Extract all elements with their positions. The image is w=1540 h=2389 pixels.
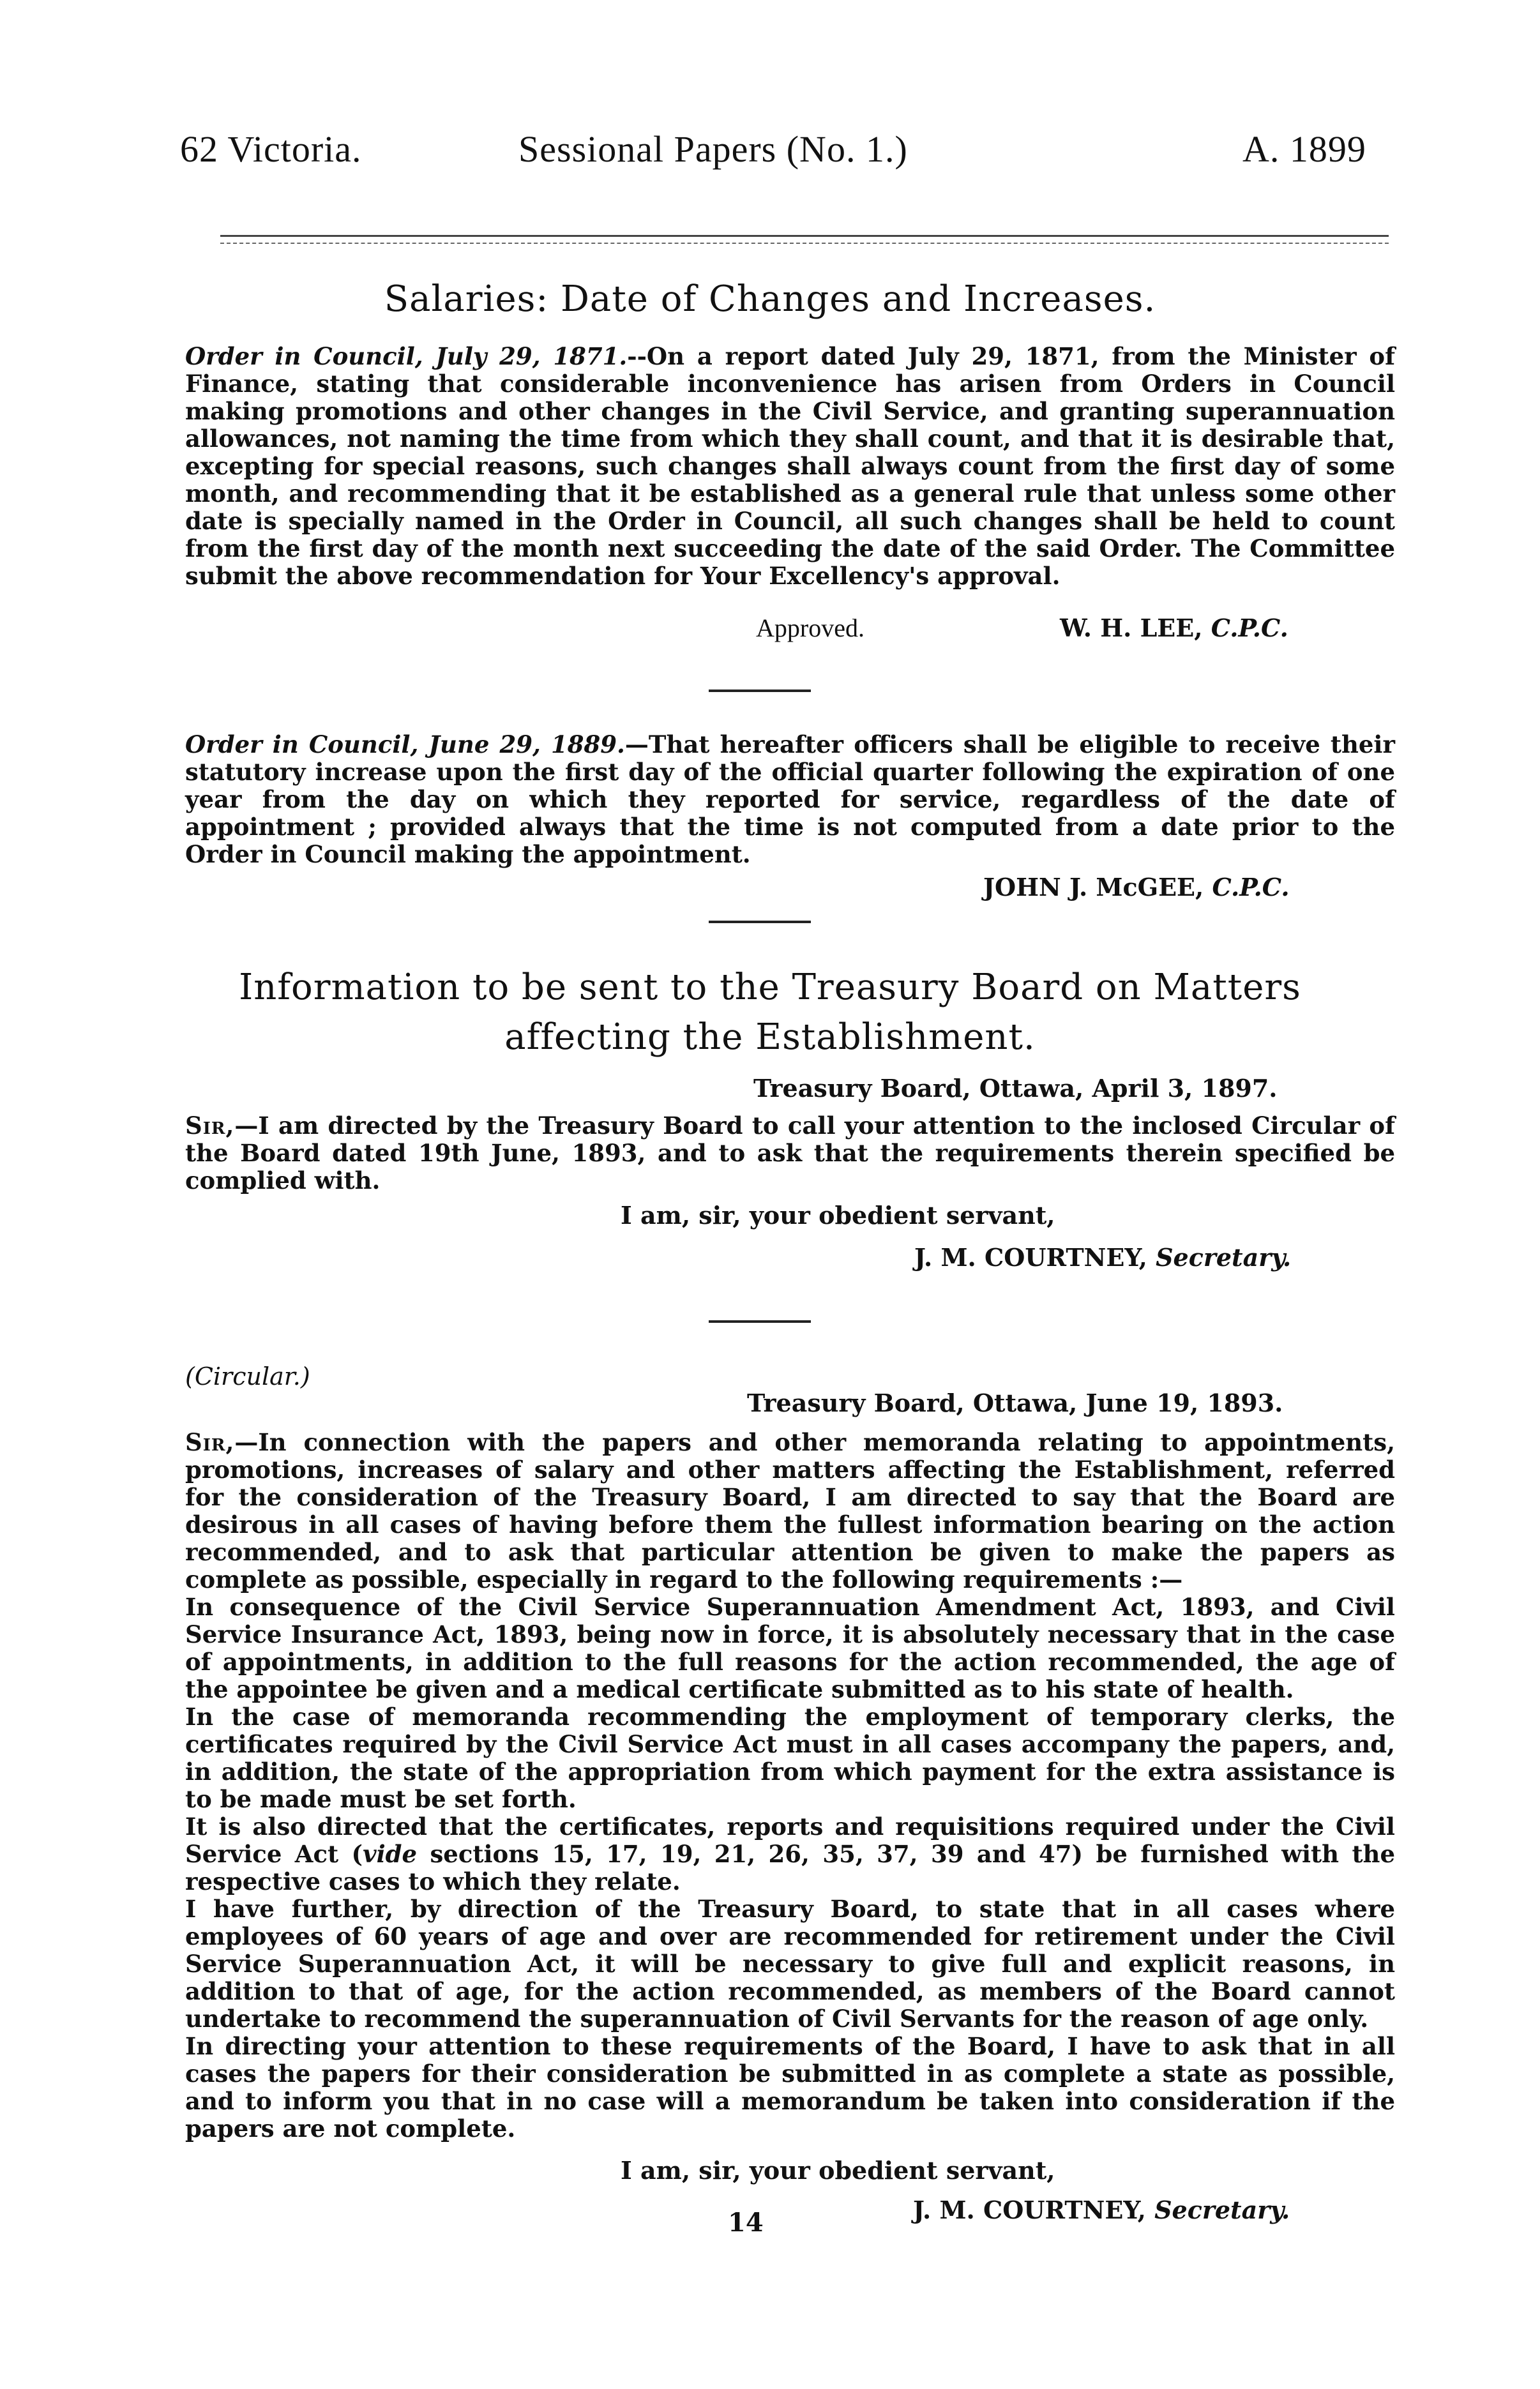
order-in-council-1871 — [185, 343, 1395, 590]
signature-courtney-2: J. M. COURTNEY, Secretary. — [913, 2196, 1290, 2224]
signature-lee: W. H. LEE, C.P.C. — [1060, 614, 1288, 642]
separator-rule — [709, 1320, 811, 1323]
letter1-dateline: Treasury Board, Ottawa, April 3, 1897. — [753, 1074, 1278, 1103]
letter2-dateline: Treasury Board, Ottawa, June 19, 1893. — [747, 1389, 1283, 1417]
signature-courtney-1: J. M. COURTNEY, Secretary. — [914, 1243, 1292, 1272]
order-1871-body: --On a report dated July 29, 1871, from the Minister of Finance, stating that considerable inconvenience has arisen from Orders in Council making promotions and other changes in the Civil Service, and granting superannuation allowances, not naming the time from which they shall count, and that it is desirable that, excepting for special reasons, such changes shall always count from the first day of some month, and recommending that it be established as a general rule that unless some other date is specially named in the Order in Council, all such changes shall be held to count from the first day of the month next succeeding the date of the said Order. The Committee submit the above recommendation for Your Excellency's approval. — [185, 342, 1395, 590]
approved-label: Approved. — [756, 614, 864, 642]
order-1889-body: —That hereafter officers shall be eligible to receive their statutory increase upon the first day of the official quarter following the expiration of one year from the day on which they reported for service, regardless of the date of appointment ; provided always that the time is not computed from a date prior to the Order in Council making the appointment. — [185, 730, 1395, 868]
letter2-paragraph: In consequence of the Civil Service Superannuation Amendment Act, 1893, and Civil Service Insurance Act, 1893, being now in force, it is absolutely necessary that in the case of appointments, in addition to the full reasons for the action recommended, the age of the appointee be given and a medical certificate submitted as to his state of health. — [185, 1593, 1395, 1703]
circular-tag: (Circular.) — [185, 1362, 310, 1390]
header-year: A. 1899 — [1242, 128, 1366, 170]
letter2-paragraph: I have further, by direction of the Treasury Board, to state that in all cases where employees of 60 years of age and over are recommended for retirement under the Civil Service Superannuation Act, it will be necessary to give full and explicit reasons, in addition to that of age, for the action recommended, as members of the Board cannot undertake to recommend the superannuation of Civil Servants for the reason of age only. — [185, 1895, 1395, 2033]
letter2-paragraph: It is also directed that the certificates, reports and requisitions required under the Civil Service Act (vide sections 15, 17, 19, 21, 26, 35, 37, 39 and 47) be furnished with the respective cases to which they relate. — [185, 1812, 1395, 1895]
letter1-body: Sir,—I am directed by the Treasury Board to call your attention to the inclosed Circular of the Board dated 19th June, 1893, and to ask that the requirements therein specified be complied with. — [185, 1112, 1395, 1194]
letter1-closing: I am, sir, your obedient servant, — [621, 1201, 1055, 1230]
separator-rule — [709, 690, 811, 692]
order-1871-lead: Order in Council, July 29, 1871. — [185, 342, 628, 370]
header-series: Sessional Papers (No. 1.) — [518, 128, 908, 170]
letter2-paragraph: In directing your attention to these requirements of the Board, I have to ask that in all cases the papers for their consideration be submitted in as complete a state as possible, and to inform you that in no case will a memorandum be taken into consideration if the papers are not complete. — [185, 2032, 1395, 2143]
order-in-council-1889 — [185, 731, 1395, 868]
header-volume: 62 Victoria. — [180, 128, 362, 170]
separator-rule — [709, 921, 811, 923]
page-number: 14 — [728, 2208, 764, 2238]
header-rule — [220, 235, 1389, 237]
header-rule-dashed — [220, 243, 1389, 244]
order-1889-lead: Order in Council, June 29, 1889. — [185, 730, 625, 758]
section-heading-information: Information to be sent to the Treasury Board on Matters affecting the Establishment. — [239, 967, 1301, 1058]
letter2-paragraph: In the case of memoranda recommending the employment of temporary clerks, the certificates required by the Civil Service Act must in all cases accompany the papers, and, in addition, the state of the appropriation from which payment for the extra assistance is to be made must be set forth. — [185, 1703, 1395, 1813]
section-heading-salaries: Salaries: Date of Changes and Increases. — [384, 278, 1156, 320]
signature-mcgee: JOHN J. McGEE, C.P.C. — [983, 873, 1290, 901]
letter2-closing: I am, sir, your obedient servant, — [621, 2156, 1055, 2185]
letter2-body: Sir,—In connection with the papers and other memoranda relating to appointments, promotions, increases of salary and other matters affecting the Establishment, referred for the consideration of the Treasury Board, I am directed to say that the Board are desirous in all cases of having before them the fullest information bearing on the action recommended, and to ask that particular attention be given to make the papers as complete as possible, especially in regard to the following requirements :— In consequence of the Civil Service Superannuation Amendment Act, 1893, and Civil Service Insurance Act, 1893, being now in force, it is absolutely necessary that in the case of appointments, in addition to the full reasons for the action recommended, the age of the appointee be given and a medical certificate submitted as to his state of health. In the case of memoranda recommending the employment of temporary clerks, the certificates required by the Civil Service Act must in all cases accompany the papers, and, in addition, the state of the appropriation from which payment for the extra assistance is to be made must be set forth. It is also directed that the certificates, reports and requisitions required under the Civil Service Act (vide sections 15, 17, 19, 21, 26, 35, 37, 39 and 47) be furnished with the respective cases to which they relate. I have further, by direction of the Treasury Board, to state that in all cases where employees of 60 years of age and over are recommended for retirement under the Civil Service Superannuation Act, it will be necessary to give full and explicit reasons, in addition to that of age, for the action recommended, as members of the Board cannot undertake to recommend the superannuation of Civil Servants for the reason of age only. In directing your attention to these requirements of the Board, I have to ask that in all cases the papers for their consideration be submitted in as complete a state as possible, and to inform you that in no case will a memorandum be taken into consideration if the papers are not complete. — [185, 1428, 1395, 2143]
